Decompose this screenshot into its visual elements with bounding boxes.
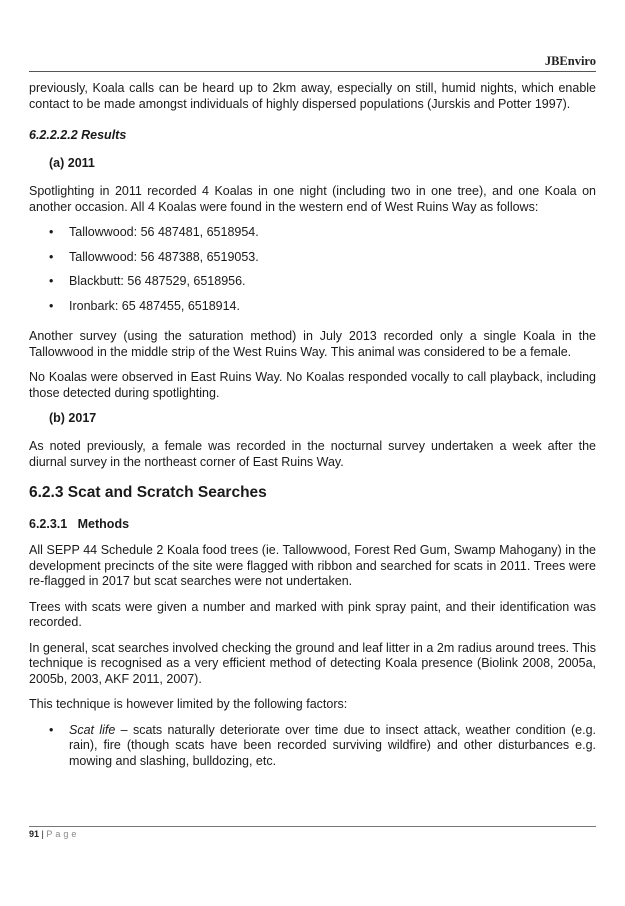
scat-section-heading: 6.2.3 Scat and Scratch Searches: [29, 484, 267, 501]
page-word: Page: [46, 829, 80, 839]
page-footer: [29, 829, 79, 839]
methods-heading: 6.2.3.1 Methods: [29, 517, 130, 531]
footer-separator: |: [39, 829, 47, 839]
food-trees-paragraph: All SEPP 44 Schedule 2 Koala food trees (ie. Tallowwood, Forest Red Gum, Swamp Mahogany) in the development precincts of the site were flagged with ribbon and searched for scats in 2011. Trees were re-flagged in 2017 but scat searches were not undertaken.: [29, 543, 596, 588]
header-brand: JBEnviro: [544, 54, 596, 68]
page-number: 91: [29, 829, 40, 839]
limitations-list: [29, 723, 596, 770]
bullet-icon: •: [49, 249, 54, 264]
bullet-icon: •: [49, 298, 54, 313]
footer-rule: [29, 826, 596, 827]
list-item-text: Tallowwood: 56 487388, 6519053.: [69, 249, 259, 264]
saturation-survey-paragraph: Another survey (using the saturation method) in July 2013 recorded only a single Koala in the Tallowwood in the middle strip of the West Ruins Way. This animal was considered to be a female.: [29, 329, 596, 359]
east-ruins-paragraph: No Koalas were observed in East Ruins Way. No Koalas responded vocally to call playback, including those detected during spotlighting.: [29, 370, 596, 400]
list-item: [29, 723, 596, 770]
spotlighting-paragraph: Spotlighting in 2011 recorded 4 Koalas in one night (including two in one tree), and one Koala on another occasion. All 4 Koalas were found in the western end of West Ruins Way as follows:: [29, 184, 596, 214]
page-content: [29, 81, 596, 784]
bullet-icon: •: [49, 274, 54, 288]
list-item: [29, 274, 596, 290]
year-2017-heading: (b) 2017: [49, 411, 97, 425]
list-item: [29, 225, 596, 241]
factor-term: Scat life: [69, 722, 116, 737]
koala-locations-list: [29, 225, 596, 314]
limitations-intro-paragraph: This technique is however limited by the following factors:: [29, 697, 348, 711]
results-heading: 6.2.2.2.2 Results: [29, 128, 127, 142]
scat-marking-paragraph: Trees with scats were given a number and marked with pink spray paint, and their identification was recorded.: [29, 599, 596, 629]
intro-paragraph: previously, Koala calls can be heard up to 2km away, especially on still, humid nights, which enable contact to be made amongst individuals of highly dispersed populations (Jurskis and Potter 1997).: [29, 81, 596, 111]
factor-text: – scats naturally deteriorate over time due to insect attack, weather condition (e.g. rain), fire (though scats have been recorded surviving wildfire) and other disturbances e.g. mowing and slashing, bulldozing, etc.: [69, 722, 596, 768]
scat-search-paragraph: In general, scat searches involved checking the ground and leaf litter in a 2m radius around trees. This technique is recognised as a very efficient method of detecting Koala presence (Biolink 2008, 2005a, 2005b, 2003, AKF 2011, 2007).: [29, 640, 596, 686]
header-rule: [29, 71, 596, 72]
bullet-icon: •: [49, 225, 54, 239]
list-item-text: Ironbark: 65 487455, 6518914.: [69, 298, 240, 313]
year-2011-heading: (a) 2011: [49, 156, 95, 170]
list-item-text: Tallowwood: 56 487481, 6518954.: [69, 225, 259, 239]
list-item-text: Blackbutt: 56 487529, 6518956.: [69, 274, 246, 288]
list-item: [29, 250, 596, 266]
year-2017-paragraph: As noted previously, a female was recorded in the nocturnal survey undertaken a week after the diurnal survey in the northeast corner of East Ruins Way.: [29, 439, 596, 469]
list-item: [29, 299, 596, 315]
bullet-icon: •: [49, 722, 54, 737]
